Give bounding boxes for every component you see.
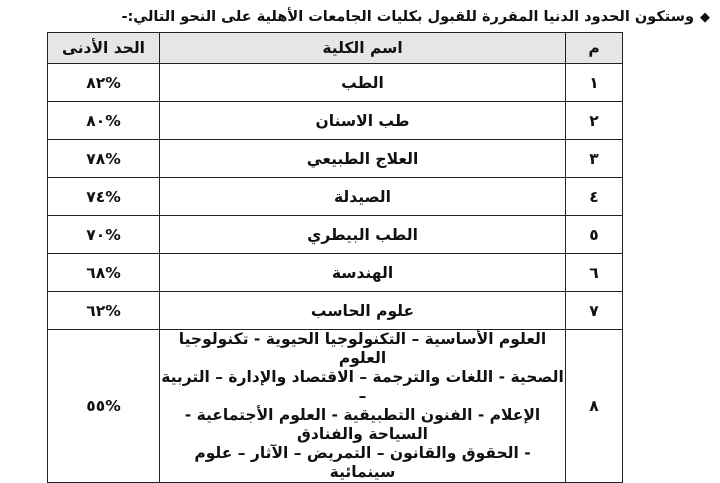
table-header-row (48, 33, 623, 64)
row-min: %٨٠ (48, 102, 160, 140)
row-college: الصيدلة (160, 178, 566, 216)
table-row (48, 178, 623, 216)
row-college: الطب البيطري (160, 216, 566, 254)
row-min: %٥٥ (48, 330, 160, 483)
college-line: الإعلام - الفنون التطبيقية - العلوم الأجتماعية - السياحة والفنادق (184, 406, 541, 443)
admission-limits-table (47, 32, 623, 483)
heading (10, 6, 710, 29)
table-row (48, 254, 623, 292)
row-college: طب الاسنان (160, 102, 566, 140)
row-college-multiline (160, 330, 566, 483)
table-row (48, 64, 623, 102)
diamond-bullet-icon: ◆ (700, 10, 710, 25)
table-row (48, 292, 623, 330)
row-college: علوم الحاسب (160, 292, 566, 330)
college-line: - الحقوق والقانون – التمريض – الآثار – علوم سينمائية (194, 444, 531, 481)
row-num: ٦ (566, 254, 623, 292)
row-num: ٢ (566, 102, 623, 140)
row-num: ٤ (566, 178, 623, 216)
row-min: %٧٨ (48, 140, 160, 178)
row-min: %٧٤ (48, 178, 160, 216)
table-row (48, 216, 623, 254)
row-num: ١ (566, 64, 623, 102)
heading-text: وستكون الحدود الدنيا المقررة للقبول بكليات الجامعات الأهلية على النحو التالي:- (121, 9, 694, 25)
table-row (48, 102, 623, 140)
row-num: ٨ (566, 330, 623, 483)
row-num: ٣ (566, 140, 623, 178)
header-min: الحد الأدنى (48, 33, 160, 64)
college-line: العلوم الأساسية – التكنولوجيا الحيوية - تكنولوجيا العلوم (178, 330, 547, 367)
row-min: %٧٠ (48, 216, 160, 254)
row-num: ٧ (566, 292, 623, 330)
row-min: %٦٨ (48, 254, 160, 292)
header-num: م (566, 33, 623, 64)
table-row (48, 140, 623, 178)
row-num: ٥ (566, 216, 623, 254)
row-college: العلاج الطبيعي (160, 140, 566, 178)
row-min: %٨٢ (48, 64, 160, 102)
table-row (48, 330, 623, 483)
college-line: الصحية - اللغات والترجمة – الاقتصاد والإدارة – التربية – (161, 368, 564, 405)
row-min: %٦٢ (48, 292, 160, 330)
row-college: الطب (160, 64, 566, 102)
header-college: اسم الكلية (160, 33, 566, 64)
row-college: الهندسة (160, 254, 566, 292)
